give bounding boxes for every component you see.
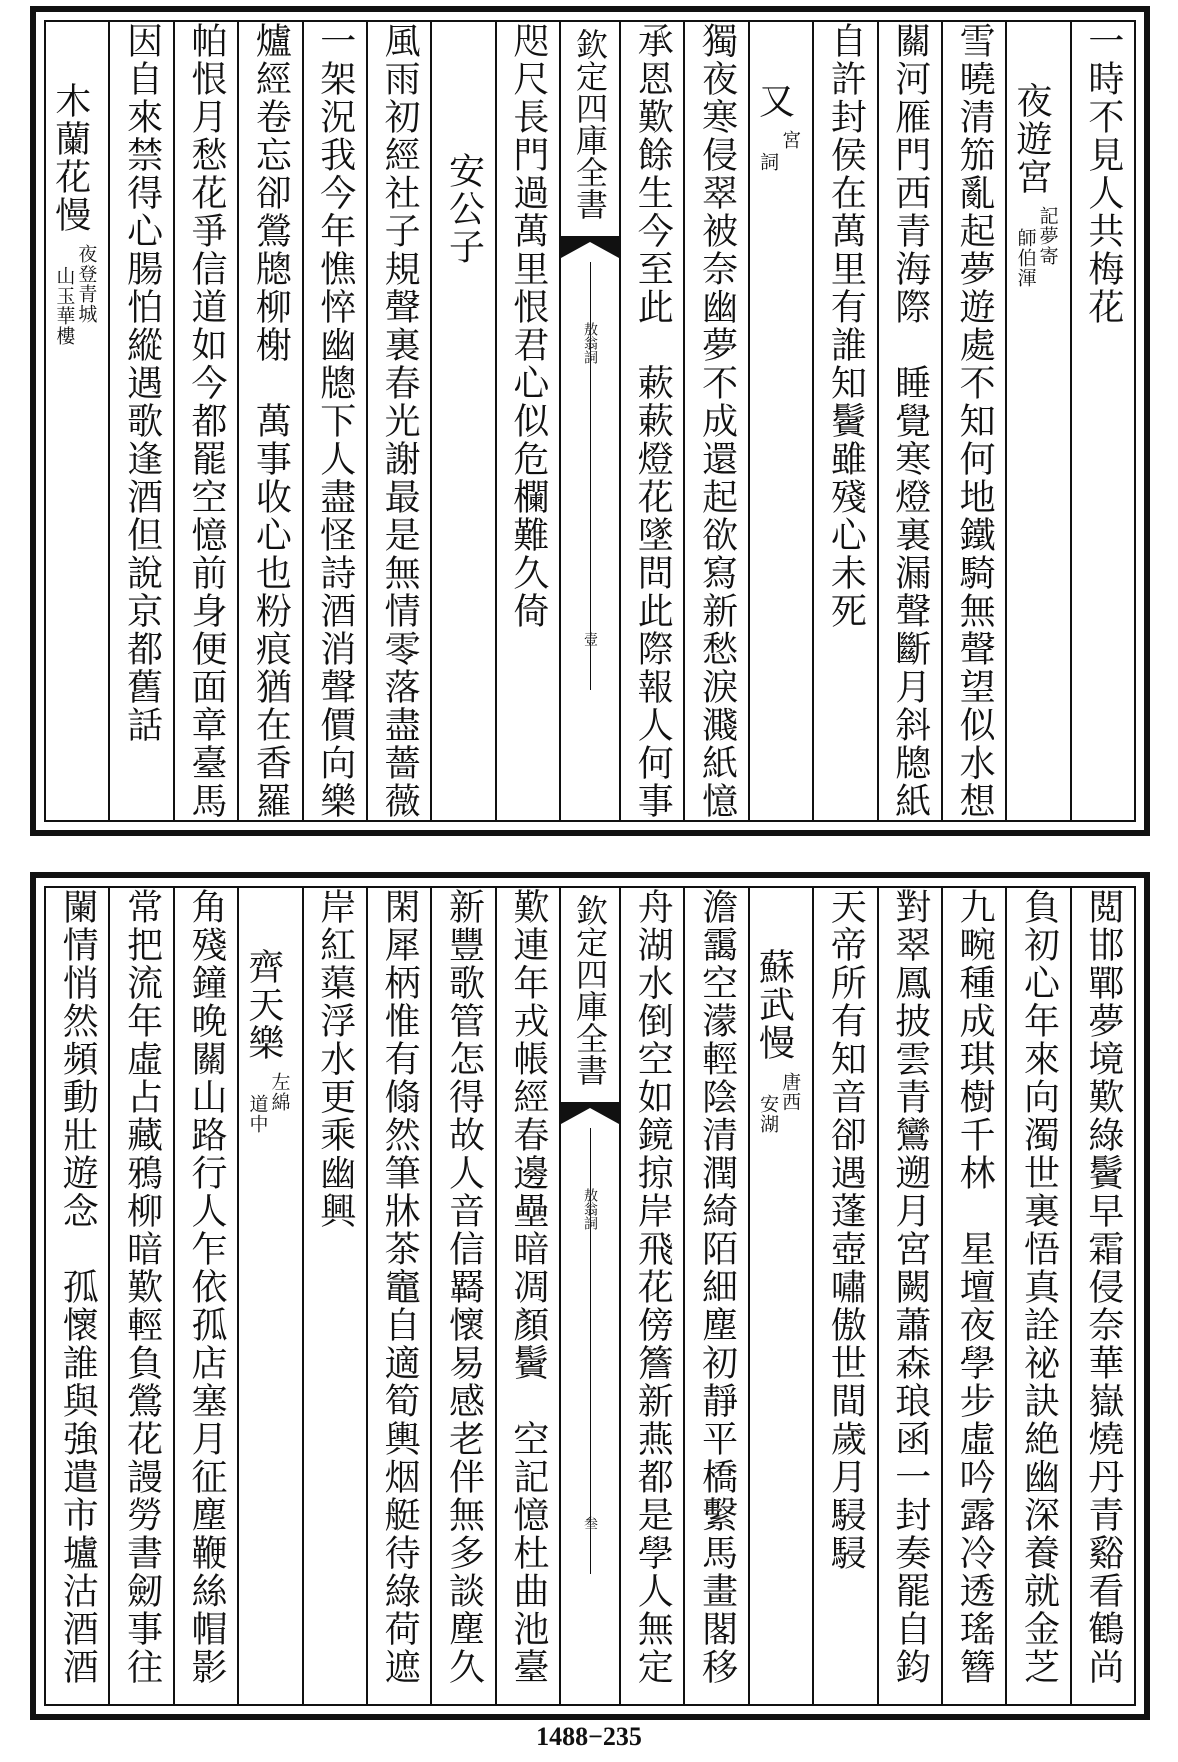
annotation-right: 夜登青城 (75, 244, 98, 324)
fishtail-ornament (561, 236, 619, 260)
column-text: 因自來禁得心腸怕縱遇歌逢酒但說京都舊話 (121, 22, 163, 744)
column-text: 閑犀柄惟有翛然筆牀茶竈自適筍輿烟艇待綠荷遮 (379, 888, 421, 1686)
section-title-column (237, 888, 301, 1704)
text-column (812, 888, 876, 1704)
column-text: 對翠鳳披雲青鸞遡月宮闕蕭森琅函一封奏罷自鈞 (889, 888, 931, 1686)
text-column (173, 888, 237, 1704)
column-text: 角殘鐘晚關山路行人乍依孤店塞月征塵鞭絲帽影 (185, 888, 227, 1686)
annotation-left: 山玉華樓 (53, 266, 76, 346)
section-title-column (46, 22, 108, 820)
column-text: 一時不見人共梅花 (1082, 22, 1124, 326)
text-column (812, 22, 876, 820)
annotation-right: 記夢寄 (1036, 206, 1059, 266)
text-column (430, 22, 494, 820)
text-column (302, 22, 366, 820)
section-title: 夜遊宮 (1010, 82, 1052, 196)
text-column (683, 888, 747, 1704)
column-text: 咫尺長門過萬里恨君心似危欄難久倚 (507, 22, 549, 630)
section-title-column (748, 22, 812, 820)
text-column (366, 22, 430, 820)
text-column (46, 888, 108, 1704)
text-column (619, 888, 683, 1704)
text-column (495, 888, 559, 1704)
annotation-left: 詞 (757, 152, 780, 172)
upper-page-frame (44, 20, 1136, 822)
lower-page (30, 872, 1150, 1720)
column-text: 爐經卷忘卻鶯牕柳榭 萬事收心也粉痕猶在香羅 (250, 22, 292, 820)
column-text: 安公子 (443, 152, 485, 266)
text-column (173, 22, 237, 820)
annotation-left: 道中 (246, 1094, 269, 1134)
column-text: 澹靄空濛輕陰清潤綺陌細塵初靜平橋繫馬畫閣移 (696, 888, 738, 1686)
fishtail-ornament (561, 1102, 619, 1126)
text-column (366, 888, 430, 1704)
center-fold-title: 欽定四庫全書 (571, 894, 609, 1086)
column-text: 雪曉清笳亂起夢遊處不知何地鐵騎無聲望似水想 (954, 22, 996, 820)
annotation-right: 唐西 (779, 1072, 802, 1112)
column-text: 風雨初經社子規聲裏春光謝最是無情零落盡薔薇 (379, 22, 421, 820)
lower-page-frame (44, 886, 1136, 1706)
text-column (495, 22, 559, 820)
column-text: 岸紅蕖浮水更乘幽興 (314, 888, 356, 1230)
column-text: 閲邯鄲夢境歎綠鬢早霜侵奈華嶽燒丹青谿看鶴尚 (1082, 888, 1124, 1686)
section-title: 齊天樂 (242, 948, 284, 1062)
column-text: 闌情悄然頻動壯遊念 孤懷誰與強遣市壚沽酒酒 (57, 888, 99, 1686)
text-column (108, 22, 172, 820)
text-column (941, 22, 1005, 820)
leaf-number: 壹 (582, 632, 598, 646)
text-column (1070, 22, 1134, 820)
column-text: 舟湖水倒空如鏡掠岸飛花傍簷新燕都是學人無定 (632, 888, 674, 1686)
column-text: 天帝所有知音卻遇蓬壺嘯傲世間歲月駸駸 (825, 888, 867, 1572)
text-column (683, 22, 747, 820)
annotation-left: 安湖 (757, 1094, 780, 1134)
center-book-name: 敖翁詞 (582, 322, 598, 364)
text-column (1070, 888, 1134, 1704)
column-text: 獨夜寒侵翠被奈幽夢不成還起欲寫新愁淚濺紙憶 (696, 22, 738, 820)
column-text: 一架況我今年憔悴幽牕下人盡怪詩酒消聲價向樂 (314, 22, 356, 820)
section-title-column (1005, 22, 1069, 820)
annotation-left: 師伯渾 (1014, 228, 1037, 288)
text-column (430, 888, 494, 1704)
text-column (619, 22, 683, 820)
text-column (237, 22, 301, 820)
lower-page-columns (46, 888, 1134, 1704)
text-column (877, 888, 941, 1704)
upper-page (30, 6, 1150, 836)
annotation-right: 左綿 (268, 1072, 291, 1112)
center-fold-column (559, 888, 619, 1704)
center-book-name: 敖翁詞 (582, 1188, 598, 1230)
text-column (877, 22, 941, 820)
column-text: 新豐歌管怎得故人音信羇懷易感老伴無多談塵久 (443, 888, 485, 1686)
section-title: 木蘭花慢 (49, 82, 91, 234)
page-footer-number: 1488−235 (536, 1722, 642, 1751)
section-title: 蘇武慢 (753, 948, 795, 1062)
column-text: 九畹種成琪樹千林 星壇夜學步虛吟露冷透瑤簪 (954, 888, 996, 1686)
upper-page-columns (46, 22, 1134, 820)
column-text: 歎連年戎帳經春邊壘暗凋顏鬢 空記憶杜曲池臺 (507, 888, 549, 1686)
annotation-right: 宮 (779, 130, 802, 150)
column-text: 承恩歎餘生今至此 蔌蔌燈花墜問此際報人何事 (632, 22, 674, 820)
section-title: 又 (753, 82, 795, 120)
column-text: 關河雁門西青海際 睡覺寒燈裏漏聲斷月斜牕紙 (889, 22, 931, 820)
section-title-column (748, 888, 812, 1704)
leaf-number: 叁 (582, 1516, 598, 1530)
column-text: 帕恨月愁花爭信道如今都罷空憶前身便面章臺馬 (185, 22, 227, 820)
column-text: 常把流年虛占藏鴉柳暗歎輕負鶯花謾勞書劒事往 (121, 888, 163, 1686)
text-column (941, 888, 1005, 1704)
text-column (302, 888, 366, 1704)
text-column (1005, 888, 1069, 1704)
center-fold-column (559, 22, 619, 820)
center-fold-title: 欽定四庫全書 (571, 28, 609, 220)
text-column (108, 888, 172, 1704)
column-text: 自許封侯在萬里有誰知鬢雖殘心未死 (825, 22, 867, 630)
column-text: 負初心年來向濁世裏悟真詮祕訣絶幽深養就金芝 (1018, 888, 1060, 1686)
